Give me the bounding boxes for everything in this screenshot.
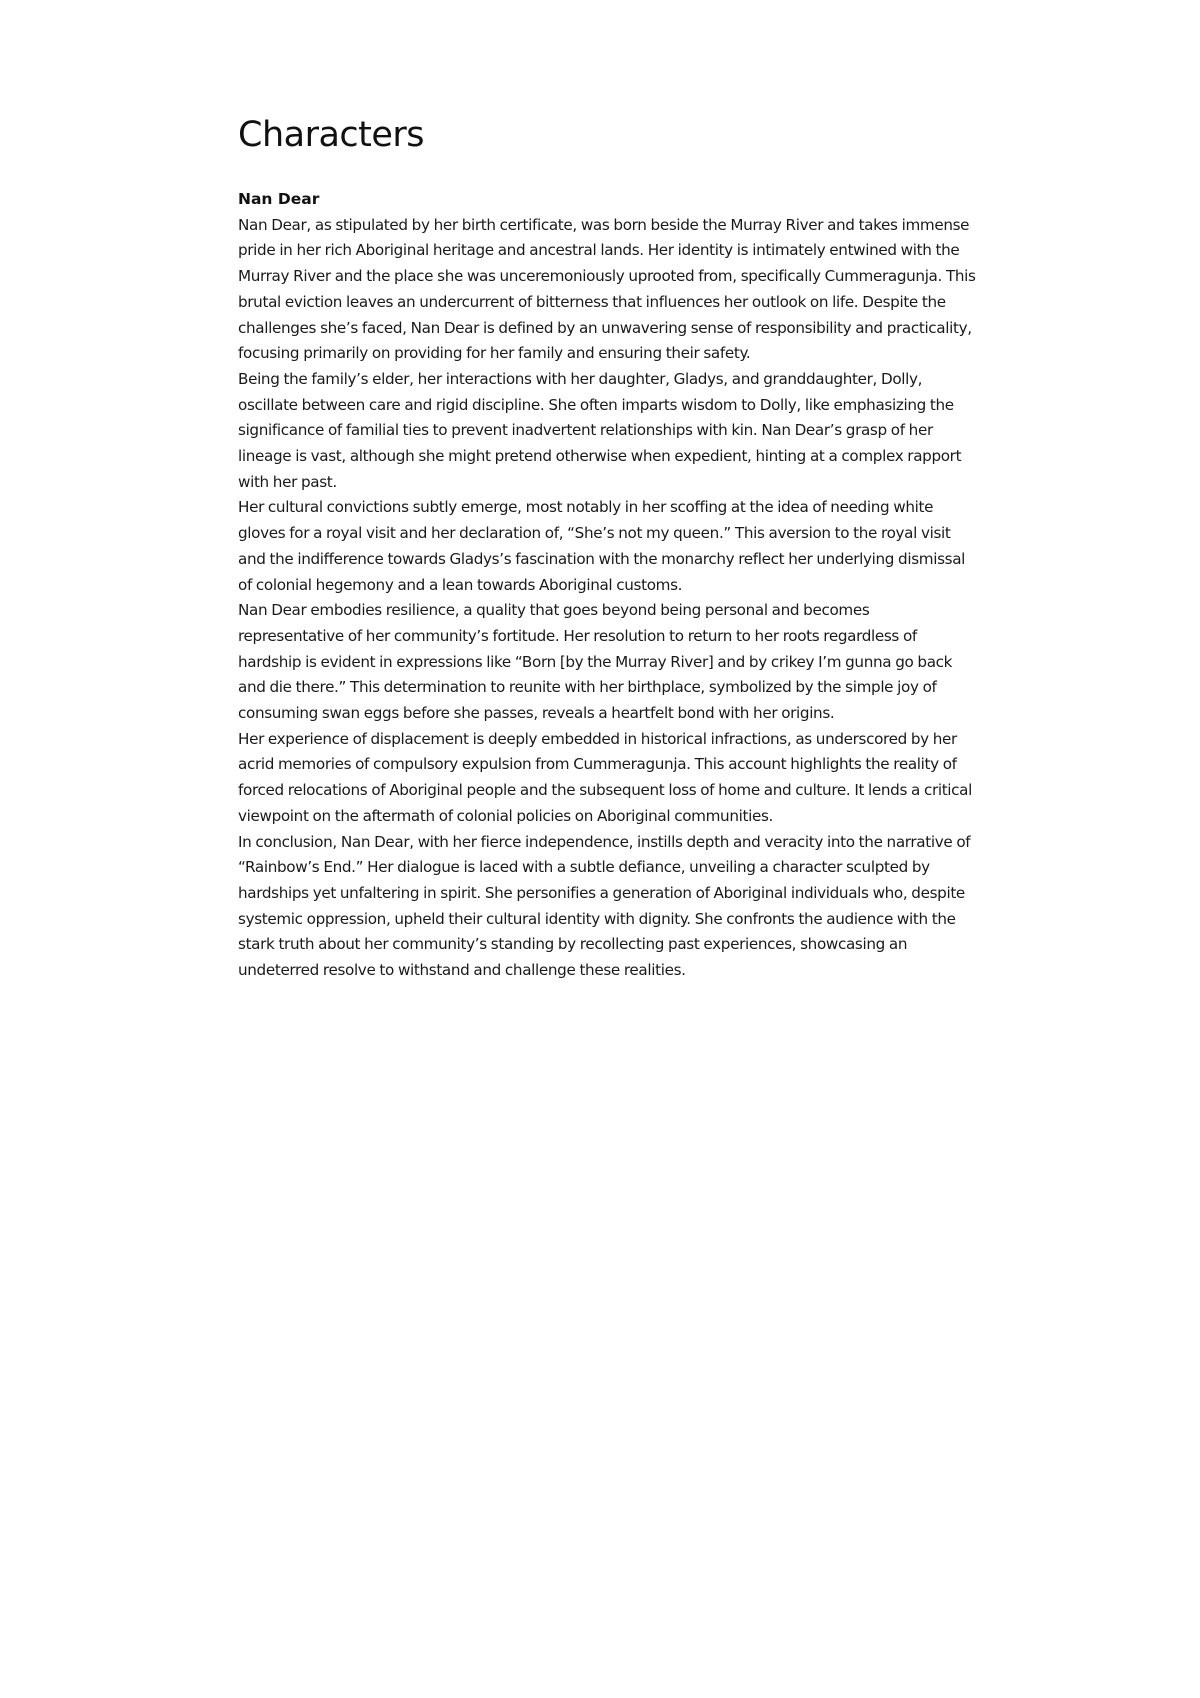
document-body (238, 108, 976, 984)
paragraph: Her cultural convictions subtly emerge, most notably in her scoffing at the idea of needing white gloves for a royal visit and her declaration of, “She’s not my queen.” This aversion to the royal visit and the indifference towards Gladys’s fascination with the monarchy reflect her underlying dismissal of colonial hegemony and a lean towards Aboriginal customs. (238, 498, 966, 594)
section-heading: Nan Dear (238, 190, 320, 208)
paragraph: Nan Dear embodies resilience, a quality that goes beyond being personal and becomes representative of her community’s fortitude. Her resolution to return to her roots regardless of hardship is evident in expressions like “Born [by the Murray River] and by crikey I’m gunna go back and die there.” This determination to reunite with her birthplace, symbolized by the simple joy of consuming swan eggs before she passes, reveals a heartfelt bond with her origins. (238, 601, 953, 723)
character-section (238, 187, 976, 984)
paragraph: Being the family’s elder, her interactions with her daughter, Gladys, and granddaughter, Dolly, oscillate between care and rigid discipline. She often imparts wisdom to Dolly, like emphasizing the significance of familial ties to prevent inadvertent relationships with kin. Nan Dear’s grasp of her lineage is vast, although she might pretend otherwise when expedient, hinting at a complex rapport with her past. (238, 369, 962, 491)
page-title: Characters (238, 115, 425, 155)
paragraph: Her experience of displacement is deeply embedded in historical infractions, as underscored by her acrid memories of compulsory expulsion from Cummeragunja. This account highlights the reality of forced relocations of Aboriginal people and the subsequent loss of home and culture. It lends a critical viewpoint on the aftermath of colonial policies on Aboriginal communities. (238, 729, 973, 825)
paragraph: In conclusion, Nan Dear, with her fierce independence, instills depth and veracity into the narrative of “Rainbow’s End.” Her dialogue is laced with a subtle defiance, unveiling a character sculpted by hardships yet unfaltering in spirit. She personifies a generation of Aboriginal individuals who, despite systemic oppression, upheld their cultural identity with dignity. She confronts the audience with the stark truth about her community’s standing by recollecting past experiences, showcasing an undeterred resolve to withstand and challenge these realities. (238, 832, 971, 980)
paragraph: Nan Dear, as stipulated by her birth certificate, was born beside the Murray River and takes immense pride in her rich Aboriginal heritage and ancestral lands. Her identity is intimately entwined with the Murray River and the place she was unceremoniously uprooted from, specifically Cummeragunja. This brutal eviction leaves an undercurrent of bitterness that influences her outlook on life. Despite the challenges she’s faced, Nan Dear is defined by an unwavering sense of responsibility and practicality, focusing primarily on providing for her family and ensuring their safety. (238, 215, 976, 363)
